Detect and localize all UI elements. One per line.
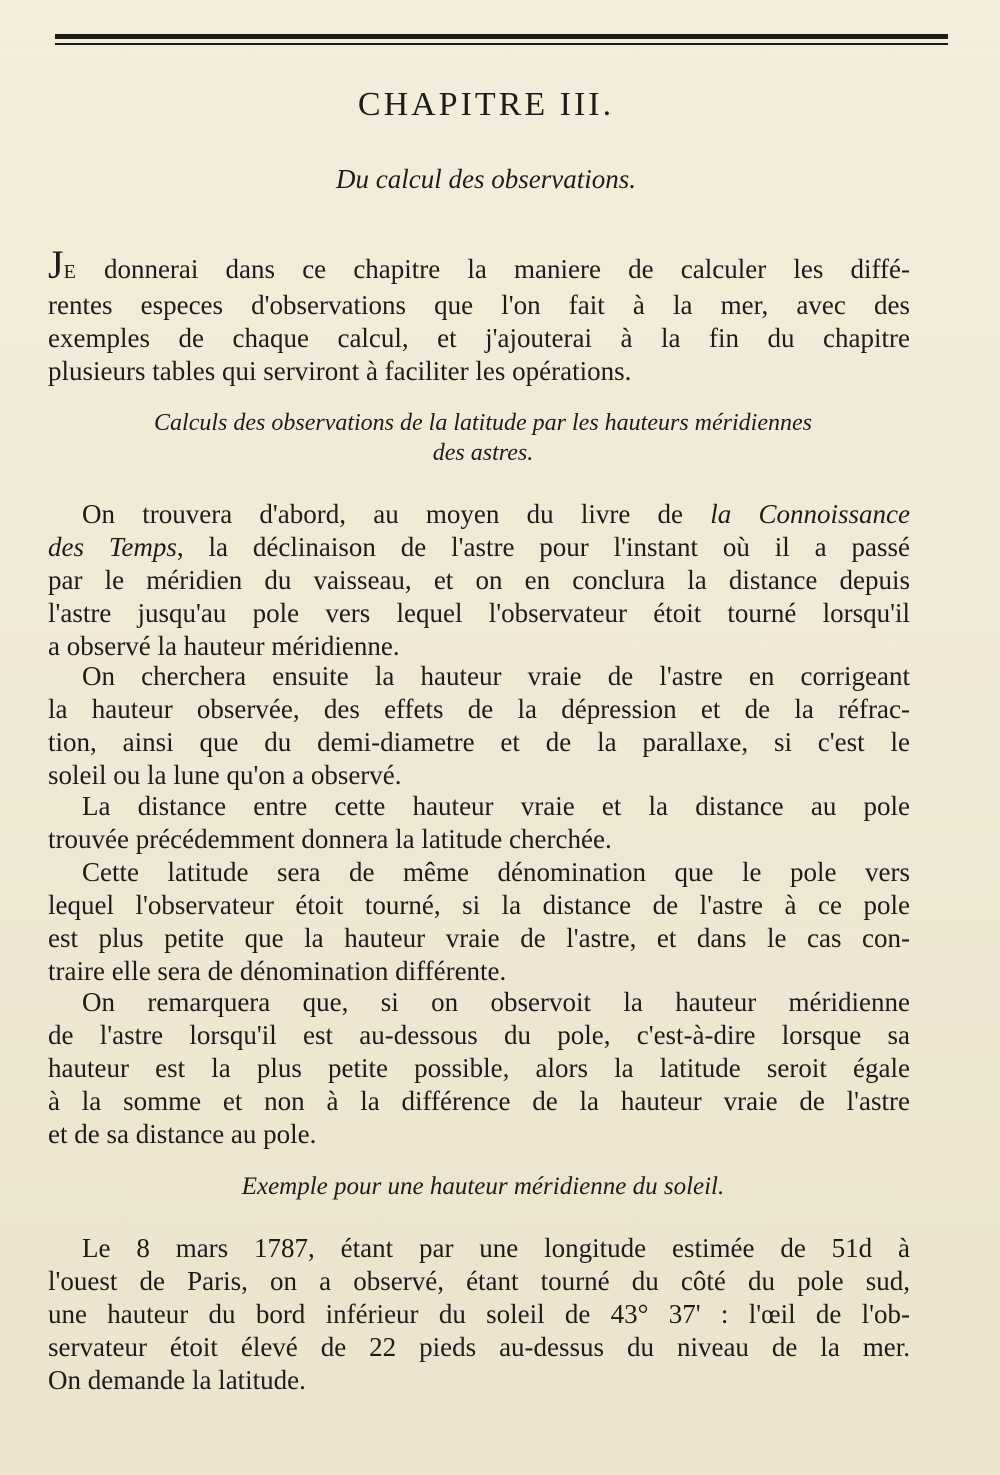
- paragraph-line: trouvée précédemment donnera la latitude cherchée.: [48, 824, 612, 854]
- intro-line: JE donnerai dans ce chapitre la maniere de calculer les diffé-: [48, 242, 910, 287]
- paragraph-line: l'astre jusqu'au pole vers lequel l'observateur étoit tourné lorsqu'il: [48, 598, 910, 628]
- paragraph-4: [48, 856, 910, 988]
- paragraph-line: l'ouest de Paris, on a observé, étant tourné du côté du pole sud,: [48, 1266, 910, 1296]
- drop-cap: J: [48, 242, 64, 287]
- paragraph-line: des Temps, la déclinaison de l'astre pour l'instant où il a passé: [48, 532, 910, 562]
- connoissance-title: la Connoissance: [710, 499, 910, 529]
- paragraph-line: On trouvera d'abord, au moyen du livre de la Connoissance: [82, 499, 910, 529]
- section-title-line: Calculs des observations de la latitude par les hauteurs méridiennes: [154, 410, 812, 436]
- paragraph-1: [48, 498, 910, 663]
- paragraph-line: lequel l'observateur étoit tourné, si la distance de l'astre à ce pole: [48, 890, 910, 920]
- intro-line: plusieurs tables qui serviront à faciliter les opérations.: [48, 356, 632, 386]
- paragraph-line: tion, ainsi que du demi-diametre et de la parallaxe, si c'est le: [48, 727, 910, 757]
- section-title-latitude: [48, 408, 918, 468]
- paragraph-line: La distance entre cette hauteur vraie et la distance au pole: [82, 791, 910, 821]
- paragraph-line: par le méridien du vaisseau, et on en conclura la distance depuis: [48, 565, 910, 595]
- intro-paragraph: [48, 242, 910, 388]
- temps-title: des Temps: [48, 532, 177, 562]
- chapter-title: CHAPITRE III.: [357, 86, 615, 123]
- paragraph-line: hauteur est la plus petite possible, alors la latitude seroit égale: [48, 1053, 910, 1083]
- example-paragraph: [48, 1232, 910, 1397]
- header-rule-thin: [55, 43, 948, 45]
- paragraph-line: Le 8 mars 1787, étant par une longitude estimée de 51d à: [82, 1233, 910, 1263]
- paragraph-line: On demande la latitude.: [48, 1365, 306, 1395]
- small-cap: E: [63, 261, 77, 283]
- paragraph-5: [48, 986, 910, 1151]
- header-rule-thick: [55, 34, 948, 39]
- paragraph-line: soleil ou la lune qu'on a observé.: [48, 760, 402, 790]
- paragraph-line: une hauteur du bord inférieur du soleil de 43° 37' : l'œil de l'ob-: [48, 1299, 910, 1329]
- paragraph-line: à la somme et non à la différence de la hauteur vraie de l'astre: [48, 1086, 910, 1116]
- section-title-example: Exemple pour une hauteur méridienne du soleil.: [241, 1173, 725, 1200]
- paragraph-line: est plus petite que la hauteur vraie de l'astre, et dans le cas con-: [48, 923, 910, 953]
- paragraph-line: et de sa distance au pole.: [48, 1119, 317, 1149]
- paragraph-line: On cherchera ensuite la hauteur vraie de l'astre en corrigeant: [82, 661, 910, 691]
- paragraph-line: la hauteur observée, des effets de la dépression et de la réfrac-: [48, 694, 910, 724]
- paragraph-line: On remarquera que, si on observoit la hauteur méridienne: [82, 987, 910, 1017]
- paragraph-3: [48, 790, 910, 856]
- intro-line: exemples de chaque calcul, et j'ajouterai à la fin du chapitre: [48, 323, 910, 353]
- paragraph-line: traire elle sera de dénomination différente.: [48, 956, 507, 986]
- paragraph-line: de l'astre lorsqu'il est au-dessous du pole, c'est-à-dire lorsque sa: [48, 1020, 910, 1050]
- paragraph-line: servateur étoit élevé de 22 pieds au-dessus du niveau de la mer.: [48, 1332, 910, 1362]
- section-title-line: des astres.: [432, 440, 534, 466]
- paragraph-line: Cette latitude sera de même dénomination que le pole vers: [82, 857, 910, 887]
- paragraph-line: a observé la hauteur méridienne.: [48, 631, 400, 661]
- chapter-subtitle: Du calcul des observations.: [336, 164, 636, 194]
- paragraph-2: [48, 660, 910, 792]
- intro-line: rentes especes d'observations que l'on fait à la mer, avec des: [48, 290, 910, 320]
